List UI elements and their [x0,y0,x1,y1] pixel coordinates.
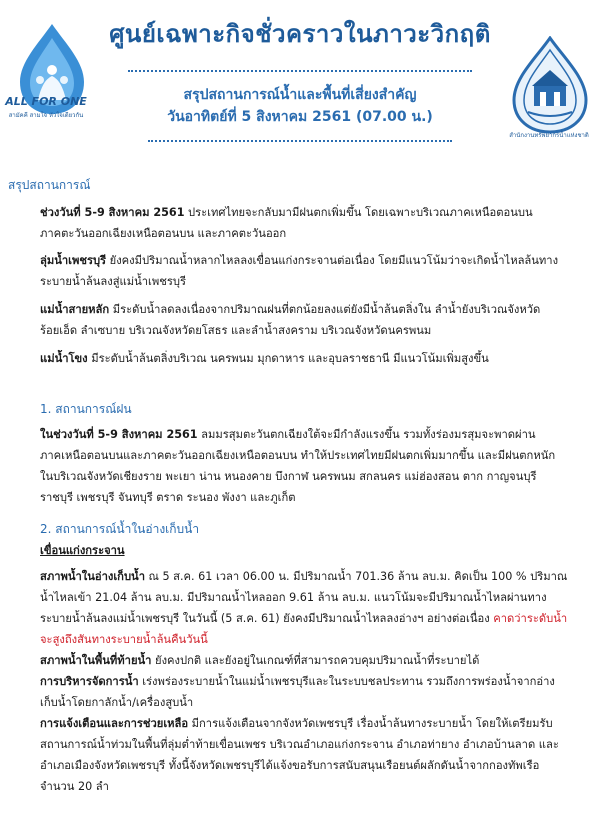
reservoir-status-text-1: ณ 5 ส.ค. 61 เวลา 06.00 น. มีปริมาณน้ำ 701.36 ล้าน ลบ.ม. คิดเป็น 100 % ปริมาณ [145,570,568,583]
warning-assistance-label: การแจ้งเตือนและการช่วยเหลือ [40,717,189,730]
reservoir-status-paragraph [40,566,588,650]
logo-left-tagline: สามัคคี สามใจ หัวใจเดียวกัน [8,112,84,119]
title-divider [128,70,472,72]
summary-p4-text: มีระดับน้ำล้นตลิ่งบริเวณ นครพนม มุกดาหาร และอุบลราชธานี มีแนวโน้มเพิ่มสูงขึ้น [87,352,489,365]
warning-assistance-paragraph [40,713,588,797]
reservoir-warning-1: คาดว่าระดับน้ำ [493,612,568,625]
title-divider-bottom [148,140,452,142]
water-management-text-1: เร่งพร่องระบายน้ำในแม่น้ำเพชรบุรีและในระบบชลประทาน รวมถึงการพร่องน้ำจากอ่าง [138,675,555,688]
reservoir-status-text-3: ระบายน้ำล้นลงแม่น้ำเพชรบุรี ในวันนี้ (5 ส.ค. 61) ยังคงมีปริมาณน้ำไหลลงอ่างฯ อย่างต่อเนื่อง [40,612,494,625]
report-date: วันอาทิตย์ที่ 5 สิงหาคม 2561 (07.00 น.) [167,109,433,125]
dam-name [40,540,588,561]
downstream-text: ยังคงปกติ และยังอยู่ในเกณฑ์ที่สามารถควบคุมปริมาณน้ำที่ระบายได้ [151,654,480,667]
all-for-one-logo-icon [8,20,96,138]
logo-left-name: ALL FOR ONE [5,95,87,108]
water-management-label: การบริหารจัดการน้ำ [40,675,139,688]
rain-label: ในช่วงวันที่ 5-9 สิงหาคม 2561 [40,428,198,441]
water-management-paragraph [40,671,588,713]
logo-right-name: สำนักงานทรัพยากรน้ำแห่งชาติ [509,132,589,139]
rain-text-4: ราชบุรี เพชรบุรี จันทบุรี ตราด ระนอง พังงา และภูเก็ต [40,491,296,504]
dam-name-label: เขื่อนแก่งกระจาน [40,544,125,557]
downstream-paragraph [40,650,588,671]
warning-assistance-text-4: จำนวน 20 ลำ [40,780,109,793]
summary-paragraph-3 [40,299,588,341]
summary-p3-text: มีระดับน้ำลดลงเนื่องจากปริมาณฝนที่ตกน้อยลงแต่ยังมีน้ำล้นตลิ่งใน ลำน้ำยังบริเวณจังหวัด [109,303,541,316]
document-header [0,0,600,160]
summary-paragraph-4 [40,348,588,369]
reservoir-status-label: สภาพน้ำในอ่างเก็บน้ำ [40,570,145,583]
rain-heading: 1. สถานการณ์ฝน [40,402,132,416]
summary-p1-text-2: ภาคตะวันออกเฉียงเหนือตอนบน และภาคตะวันออก [40,227,287,240]
downstream-label: สภาพน้ำในพื้นที่ท้ายน้ำ [40,654,152,667]
summary-p3-text-2: ร้อยเอ็ด ลำเซบาย บริเวณจังหวัดยโสธร และลำน้ำสงคราม บริเวณจังหวัดนครพนม [40,324,432,337]
reservoir-status-text-2: น้ำไหลเข้า 21.04 ล้าน ลบ.ม. มีปริมาณน้ำไหลออก 9.61 ล้าน ลบ.ม. แนวโน้มจะมีปริมาณน้ำไหลผ่านทาง [40,591,547,604]
rain-text-2: ภาคเหนือตอนบนและภาคตะวันออกเฉียงเหนือตอนบน ทำให้ประเทศไทยมีฝนตกเพิ่มมากขึ้น และมีฝนตกหนัก [40,449,556,462]
page-subtitle: สรุปสถานการณ์น้ำและพื้นที่เสี่ยงสำคัญ [183,87,417,103]
summary-heading: สรุปสถานการณ์ [8,178,91,192]
summary-paragraph-2 [40,250,588,292]
reservoir-warning-2: จะสูงถึงสันทางระบายน้ำล้นคืนวันนี้ [40,633,208,646]
warning-assistance-text-3: อำเภอเมืองจังหวัดเพชรบุรี ทั้งนี้จังหวัดเพชรบุรีได้แจ้งขอรับการสนับสนุนเรือยนต์ผลักดันน้ำจากกองทัพเรือ [40,759,540,772]
warning-assistance-text-1: มีการแจ้งเตือนจากจังหวัดเพชรบุรี เรื่องน้ำล้นทางระบายน้ำ โดยให้เตรียมรับ [188,717,553,730]
page-title: ศูนย์เฉพาะกิจชั่วคราวในภาวะวิกฤติ [109,20,491,48]
summary-p2-text: ยังคงมีปริมาณน้ำหลากไหลลงเขื่อนแก่งกระจานต่อเนื่อง โดยมีแนวโน้มว่าจะเกิดน้ำไหลล้นทาง [106,254,559,267]
summary-p3-label: แม่น้ำสายหลัก [40,303,110,316]
rain-text-1: ลมมรสุมตะวันตกเฉียงใต้จะมีกำลังแรงขึ้น รวมทั้งร่องมรสุมจะพาดผ่าน [197,428,536,441]
summary-paragraph-1 [40,202,588,244]
water-management-text-2: เก็บน้ำโดยกาลักน้ำ/เครื่องสูบน้ำ [40,696,194,709]
rain-text-3: ในบริเวณจังหวัดเชียงราย พะเยา น่าน หนองคาย บึงกาฬ นครพนม สกลนคร แม่ฮ่องสอน ตาก กาญจนบุรี [40,470,537,483]
summary-p1-label: ช่วงวันที่ 5-9 สิงหาคม 2561 [40,206,185,219]
reservoir-heading: 2. สถานการณ์น้ำในอ่างเก็บน้ำ [40,522,200,536]
summary-p4-label: แม่น้ำโขง [40,352,88,365]
summary-p2-text-2: ระบายน้ำล้นลงสู่แม่น้ำเพชรบุรี [40,275,186,288]
water-agency-seal-icon [508,36,592,136]
warning-assistance-text-2: สถานการณ์น้ำท่วมในพื้นที่ลุ่มต่ำท้ายเขื่อนเพชร บริเวณอำเภอแก่งกระจาน อำเภอท่ายาง อำเภอบ้านลาด และ [40,738,559,751]
rain-paragraph [40,424,588,508]
summary-p1-text: ประเทศไทยจะกลับมามีฝนตกเพิ่มขึ้น โดยเฉพาะบริเวณภาคเหนือตอนบน [184,206,533,219]
summary-p2-label: ลุ่มน้ำเพชรบุรี [40,254,107,267]
